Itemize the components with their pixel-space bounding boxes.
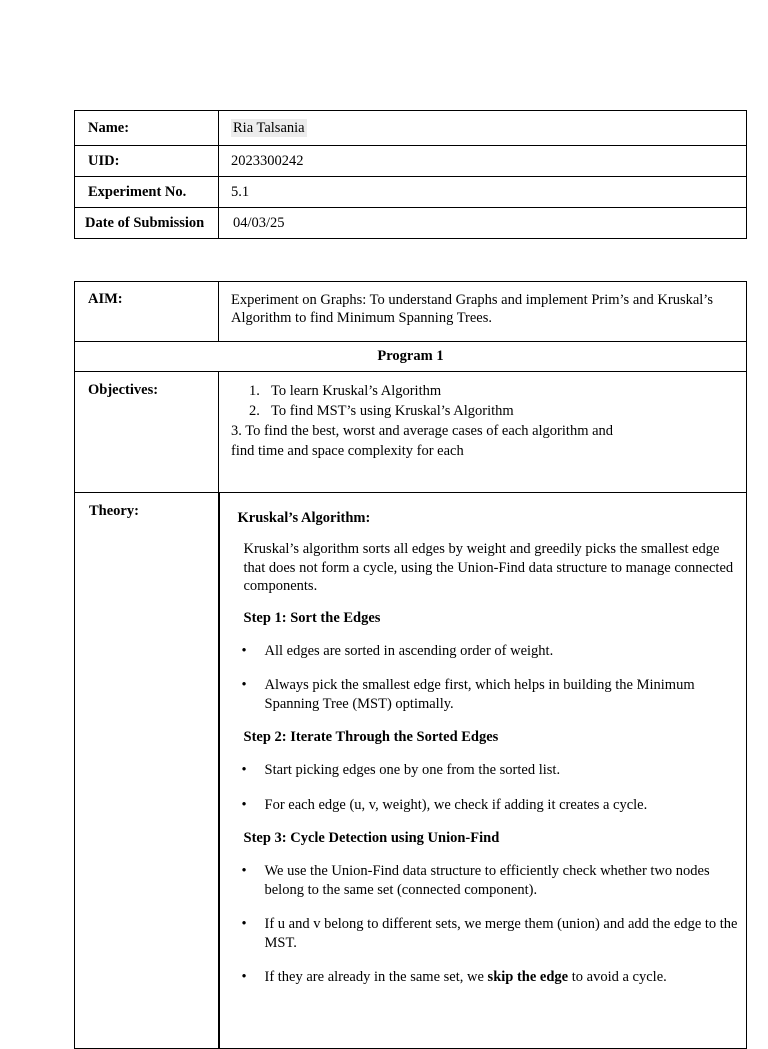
step3-title: Step 3: Cycle Detection using Union-Find	[243, 830, 500, 846]
bullet-item: • Always pick the smallest edge first, which helps in building the Minimum Spanning Tree (MST) optimally.	[241, 677, 695, 712]
step1-title: Step 1: Sort the Edges	[243, 609, 381, 626]
theory-title: Kruskal’s Algorithm:	[237, 510, 371, 526]
experiment-value: 5.1	[219, 177, 747, 208]
bullet-item: • All edges are sorted in ascending order of weight.	[241, 642, 554, 659]
step2-title: Step 2: Iterate Through the Sorted Edges	[243, 729, 499, 745]
program-row	[75, 342, 747, 372]
objective-item: 2. To find MST’s using Kruskal’s Algorithm	[249, 403, 514, 419]
aim-text: Experiment on Graphs: To understand Graphs and implement Prim’s and Kruskal’s Algorithm to find Minimum Spanning Trees.	[219, 282, 747, 342]
date-row	[75, 208, 747, 239]
theory-cell	[219, 493, 747, 1049]
bullet-item: • If u and v belong to different sets, we merge them (union) and add the edge to the MST.	[241, 916, 738, 951]
date-value: 04/03/25	[219, 208, 747, 239]
name-value-cell	[219, 111, 747, 146]
theory-intro: Kruskal’s algorithm sorts all edges by weight and greedily picks the smallest edge that does not form a cycle, using the Union-Find data structure to manage connected components.	[243, 541, 734, 594]
name-value: Ria Talsania	[233, 119, 305, 136]
bullet-icon: •	[241, 796, 247, 813]
experiment-label: Experiment No.	[75, 177, 219, 208]
experiment-table	[74, 281, 747, 1049]
bullet-item: • For each edge (u, v, weight), we check if adding it creates a cycle.	[241, 796, 648, 813]
bullet-item: • We use the Union-Find data structure to efficiently check whether two nodes belong to the same set (connected component).	[241, 863, 710, 898]
bullet-icon: •	[241, 916, 247, 932]
name-row	[75, 111, 747, 146]
uid-label: UID:	[75, 146, 219, 177]
skip-edge-emphasis: skip the edge	[487, 969, 569, 985]
bullet-icon: •	[241, 762, 247, 778]
bullet-icon: •	[241, 677, 247, 693]
objective-item-3-cont: find time and space complexity for each	[231, 443, 464, 459]
uid-row	[75, 146, 747, 177]
objectives-cell	[219, 372, 747, 493]
theory-row	[75, 493, 747, 1049]
objective-item: 1. To learn Kruskal’s Algorithm	[249, 383, 442, 399]
bullet-icon: •	[241, 969, 247, 985]
theory-label: Theory:	[75, 493, 219, 1049]
bullet-item: • If they are already in the same set, we skip the edge to avoid a cycle.	[241, 969, 667, 985]
bullet-icon: •	[241, 642, 247, 659]
bullet-icon: •	[241, 863, 247, 879]
aim-row	[75, 282, 747, 342]
objectives-label: Objectives:	[75, 372, 219, 493]
uid-value: 2023300242	[219, 146, 747, 177]
experiment-row	[75, 177, 747, 208]
objectives-row	[75, 372, 747, 493]
program-title: Program 1	[75, 342, 747, 372]
bullet-item: • Start picking edges one by one from the sorted list.	[241, 762, 561, 778]
name-label: Name:	[75, 111, 219, 146]
date-label: Date of Submission	[75, 208, 219, 239]
student-info-table	[74, 110, 747, 239]
objective-item-3: 3. To find the best, worst and average cases of each algorithm and	[231, 423, 614, 439]
aim-label: AIM:	[75, 282, 219, 342]
